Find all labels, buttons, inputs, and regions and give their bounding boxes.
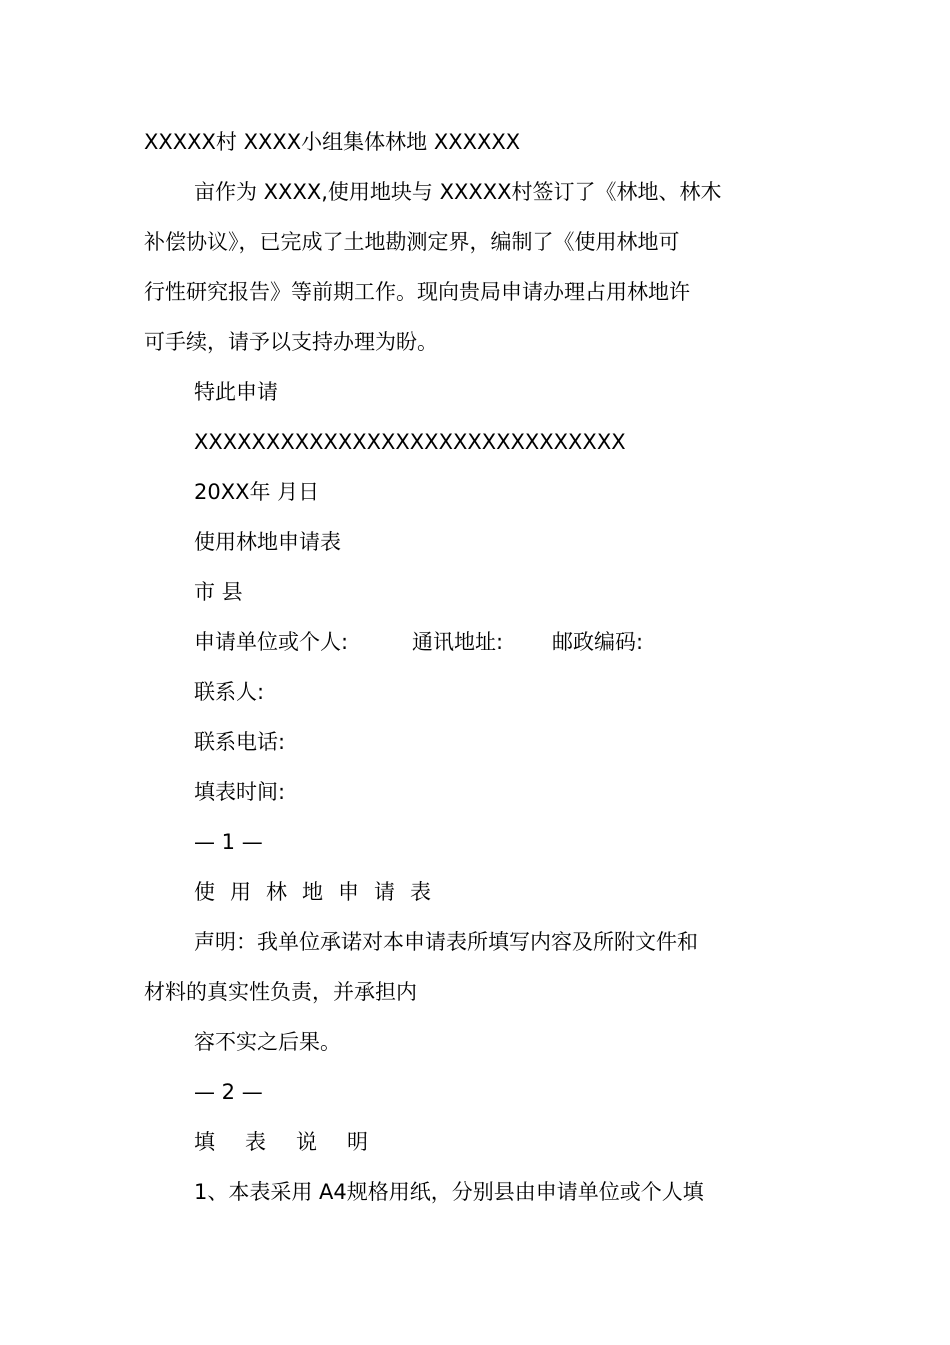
form-field-row	[194, 628, 643, 656]
postcode-label: 邮政编码:	[552, 630, 644, 654]
address-label: 通讯地址:	[412, 630, 504, 654]
date-line: 20XX年 月日	[194, 480, 320, 504]
applicant-label: 申请单位或个人:	[194, 630, 349, 654]
text-line: 亩作为 XXXX,使用地块与 XXXXX村签订了《林地、林木	[194, 180, 722, 204]
section-title: 使用林地申请表	[194, 880, 446, 904]
section-title: 填表说明	[194, 1130, 398, 1154]
phone-label: 联系电话:	[194, 730, 286, 754]
page-number: — 1 —	[194, 830, 263, 854]
text-line: 声明：我单位承诺对本申请表所填写内容及所附文件和	[194, 930, 698, 954]
text-line: 容不实之后果。	[194, 1030, 341, 1054]
form-title: 使用林地申请表	[194, 530, 341, 554]
contact-label: 联系人:	[194, 680, 265, 704]
text-line: 行性研究报告》等前期工作。现向贵局申请办理占用林地许	[144, 280, 690, 304]
fill-time-label: 填表时间:	[194, 780, 286, 804]
page-number: — 2 —	[194, 1080, 263, 1104]
text-line: 补偿协议》，已完成了土地勘测定界，编制了《使用林地可	[144, 230, 680, 254]
text-line: XXXXXXXXXXXXXXXXXXXXXXXXXXXXXX	[194, 430, 626, 454]
text-line: 可手续，请予以支持办理为盼。	[144, 330, 438, 354]
text-line: 材料的真实性负责，并承担内	[144, 980, 417, 1004]
text-line: 特此申请	[194, 380, 278, 404]
text-line: 市 县	[194, 580, 243, 604]
text-line: 1、本表采用 A4规格用纸，分别县由申请单位或个人填	[194, 1180, 704, 1204]
text-line: XXXXX村 XXXX小组集体林地 XXXXXX	[144, 130, 521, 154]
